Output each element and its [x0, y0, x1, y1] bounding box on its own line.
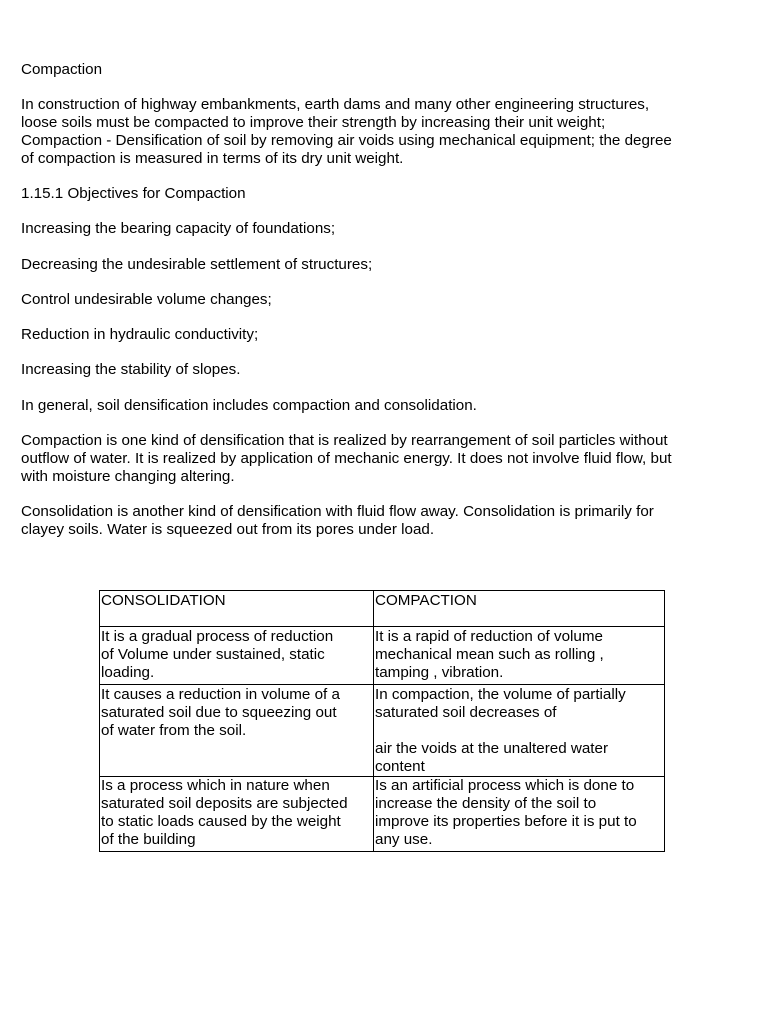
objective-item: Decreasing the undesirable settlement of structures; [21, 256, 373, 273]
consolidation-paragraph: Consolidation is another kind of densification with fluid flow away. Consolidation is primarily for clayey soils. Water is squeezed out from its pores under load. [21, 503, 654, 538]
objective-item: Reduction in hydraulic conductivity; [21, 326, 259, 343]
objective-item: Increasing the bearing capacity of foundations; [21, 220, 336, 237]
table-cell: It is a rapid of reduction of volume mechanical mean such as rolling , tamping , vibration. [374, 627, 665, 685]
table-cell: In compaction, the volume of partially saturated soil decreases of air the voids at the unaltered water content [374, 685, 665, 777]
table-row [100, 685, 665, 777]
table-cell: It is a gradual process of reduction of Volume under sustained, static loading. [100, 627, 374, 685]
table-cell: Is a process which in nature when saturated soil deposits are subjected to static loads caused by the weight of the building [100, 777, 374, 852]
table-cell: Is an artificial process which is done to increase the density of the soil to improve its properties before it is put to any use. [374, 777, 665, 852]
objective-item: Increasing the stability of slopes. [21, 361, 241, 378]
section-heading: 1.15.1 Objectives for Compaction [21, 185, 246, 202]
objective-item: Control undesirable volume changes; [21, 291, 272, 308]
table-row [100, 777, 665, 852]
table-cell: It causes a reduction in volume of a saturated soil due to squeezing out of water from the soil. [100, 685, 374, 777]
document-title: Compaction [21, 61, 103, 78]
header-compaction: COMPACTION [374, 591, 665, 627]
table-header-row [100, 591, 665, 627]
header-consolidation: CONSOLIDATION [100, 591, 374, 627]
comparison-table [99, 590, 665, 852]
compaction-paragraph: Compaction is one kind of densification that is realized by rearrangement of soil particles without outflow of water. It is realized by application of mechanic energy. It does not involve fluid flow, but with moisture changing altering. [21, 432, 672, 485]
general-paragraph: In general, soil densification includes compaction and consolidation. [21, 397, 477, 414]
intro-paragraph: In construction of highway embankments, earth dams and many other engineering structures, loose soils must be compacted to improve their strength by increasing their unit weight; Compaction - Densification of soil by removing air voids using mechanical equipment; the degree of compaction is measured in terms of its dry unit weight. [21, 96, 672, 167]
table-row [100, 627, 665, 685]
